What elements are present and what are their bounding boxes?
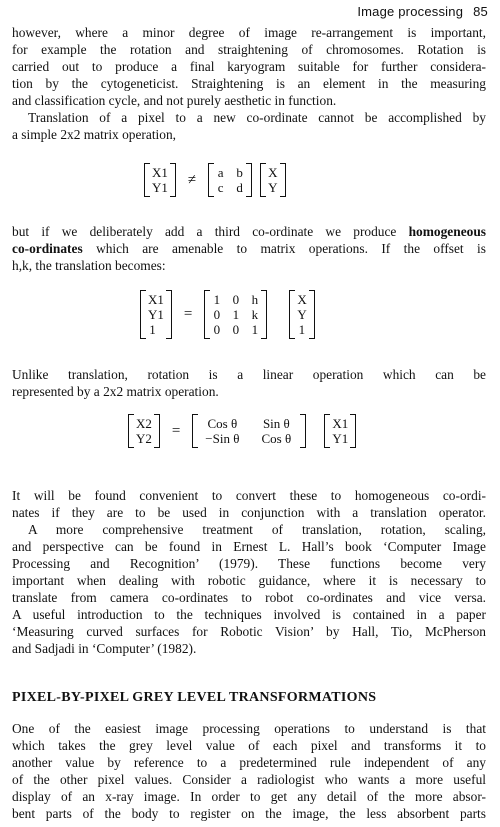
page-number: 85	[473, 4, 488, 19]
matrix-cell: 1	[149, 322, 156, 337]
vector-x-y	[260, 163, 285, 197]
vector-x1-y1-1	[140, 290, 172, 339]
rotation-matrix	[192, 414, 306, 448]
matrix-cell: Cos θ	[207, 416, 238, 431]
text-line	[12, 223, 486, 240]
matrix-cell: −Sin θ	[205, 431, 240, 446]
matrix-cell: X1	[152, 165, 168, 180]
equals-sign: =	[171, 422, 181, 439]
text-line: represented by a 2x2 matrix operation.	[12, 384, 219, 399]
matrix-cell: b	[236, 165, 243, 180]
text-line: bent parts of the body to register on the image, the less absorbent parts	[12, 806, 486, 821]
running-header	[357, 4, 488, 19]
not-equal-sign: ≠	[187, 171, 197, 188]
text-line: carried out to produce a final karyogram suitable for further considera-	[12, 59, 486, 74]
text-line: Unlike translation, rotation is a linear operation which can be	[12, 367, 486, 382]
matrix-abcd	[208, 163, 252, 197]
text-line: One of the easiest image processing operations to understand is that	[12, 721, 486, 736]
paragraph-translation	[12, 109, 486, 143]
paragraph-rotation-linear	[12, 366, 486, 400]
equation-translation-3x3	[136, 290, 319, 339]
matrix-cell: h	[251, 292, 259, 307]
running-title: Image processing	[357, 4, 464, 19]
vector-x2-y2	[128, 414, 160, 448]
paragraph-references	[12, 487, 486, 657]
translation-matrix	[204, 290, 267, 339]
text-line: of the other pixel values. Consider a radiologist who wants a more useful	[12, 772, 486, 787]
text-line: which takes the grey level value of each pixel and transforms it to	[12, 738, 486, 753]
text-line	[12, 240, 486, 257]
matrix-cell: X	[297, 292, 307, 307]
matrix-cell: Y1	[332, 431, 349, 446]
matrix-cell: 1	[251, 322, 259, 337]
text-line: A useful introduction to the techniques involved is contained in a paper	[12, 607, 486, 622]
text-line: important when dealing with robotic guidance, where it is necessary to	[12, 573, 486, 588]
paragraph-rotation-intro	[12, 24, 486, 109]
matrix-cell: 1	[232, 307, 240, 322]
text-line: Translation of a pixel to a new co-ordinate cannot be accomplished by	[28, 110, 486, 125]
matrix-cell: c	[217, 180, 224, 195]
matrix-cell: X1	[148, 292, 164, 307]
text-line: nates if they are to be used in conjunction with a translation operator.	[12, 505, 486, 520]
bold-term: co-ordinates	[12, 241, 83, 256]
text-line: Processing and Recognition’ (1979). These functions become very	[12, 556, 486, 571]
equation-2x2-not-equal	[140, 163, 290, 197]
text-line: and classification cycle, and not purely aesthetic in function.	[12, 93, 337, 108]
matrix-cell: X	[268, 165, 278, 180]
text-line: and perspective can be found in Ernest L. Hall’s book ‘Computer Image	[12, 539, 486, 554]
equation-rotation	[124, 414, 360, 448]
text-line: for example the rotation and straightening of chromosomes. Rotation is	[12, 42, 486, 57]
text-run: but if we deliberately add a third co-ordinate we produce	[12, 224, 409, 239]
text-line: ‘Measuring curved surfaces for Robotic Vision’ by Hall, Tio, McPherson	[12, 624, 486, 639]
matrix-cell: d	[236, 180, 243, 195]
text-line: display of an x-ray image. In order to get any detail of the more absor-	[12, 789, 486, 804]
matrix-cell: Y2	[136, 431, 152, 446]
text-line: however, where a minor degree of image re-arrangement is important,	[12, 25, 486, 40]
matrix-cell: X2	[136, 416, 152, 431]
text-line: a simple 2x2 matrix operation,	[12, 127, 176, 142]
matrix-cell: X1	[332, 416, 349, 431]
section-heading: PIXEL-BY-PIXEL GREY LEVEL TRANSFORMATIONS	[12, 690, 377, 705]
matrix-cell: a	[217, 165, 224, 180]
equals-sign: =	[183, 306, 193, 322]
matrix-cell: Y1	[148, 307, 164, 322]
text-line: translate from camera co-ordinates to robot co-ordinates and vice versa.	[12, 590, 486, 605]
matrix-cell: Cos θ	[261, 431, 292, 446]
text-line: h,k, the translation becomes:	[12, 258, 166, 273]
paragraph-grey-level	[12, 720, 486, 822]
text-line: A more comprehensive treatment of translation, rotation, scaling,	[28, 522, 486, 537]
vector-x1-y1	[324, 414, 356, 448]
matrix-cell: 0	[213, 307, 221, 322]
text-line: tion by the cytogeneticist. Straightening is an element in the measuring	[12, 76, 486, 91]
text-line: another value by reference to a predetermined rule independent of any	[12, 755, 486, 770]
vector-x-y-1	[289, 290, 314, 339]
text-line: and Sadjadi in ‘Computer’ (1982).	[12, 641, 197, 656]
matrix-cell: 0	[232, 322, 240, 337]
matrix-cell: Y	[297, 307, 307, 322]
matrix-cell: 0	[232, 292, 240, 307]
paragraph-homogeneous	[12, 223, 486, 274]
vector-x1-y1	[144, 163, 176, 197]
matrix-cell: k	[251, 307, 259, 322]
matrix-cell: 1	[298, 322, 306, 337]
bold-term: homogeneous	[408, 224, 486, 239]
matrix-cell: 0	[213, 322, 221, 337]
matrix-cell: Y	[268, 180, 278, 195]
text-run: which are amenable to matrix operations. If the offset is	[82, 241, 486, 256]
matrix-cell: 1	[213, 292, 221, 307]
text-line: It will be found convenient to convert these to homogeneous co-ordi-	[12, 488, 486, 503]
matrix-cell: Y1	[152, 180, 168, 195]
matrix-cell: Sin θ	[262, 416, 290, 431]
